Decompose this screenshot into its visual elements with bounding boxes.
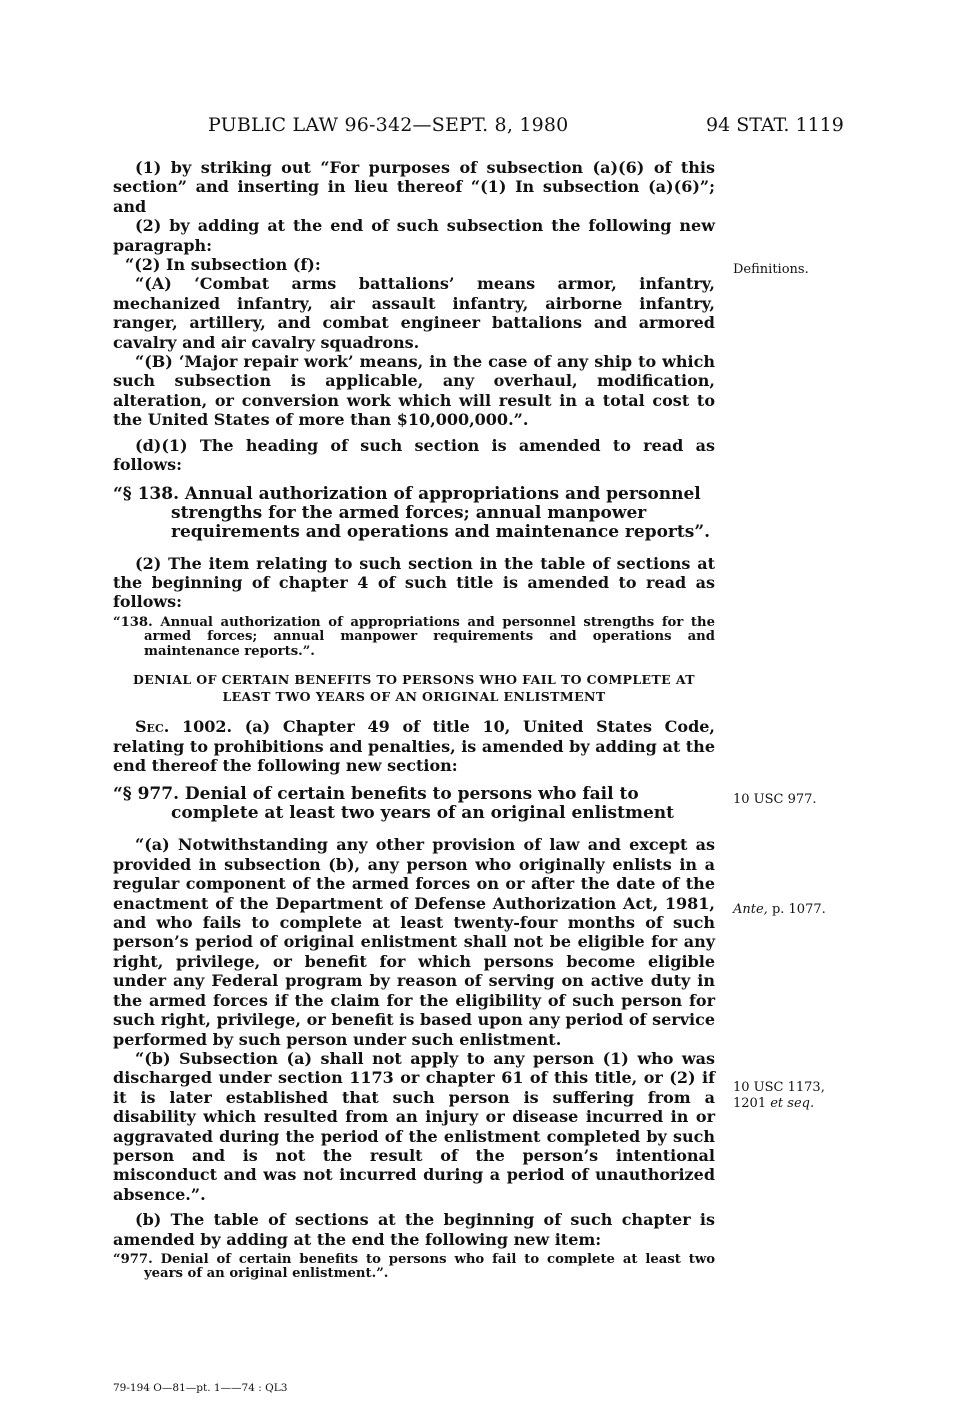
section-977-heading: “§ 977. Denial of certain benefits to persons who fail to complete at least two years of an original enlistment xyxy=(113,784,674,824)
definition-b: “(B) ‘Major repair work’ means, in the case of any ship to which such subsection is applicable, any overhaul, modification, alteration, or conversion work which will result in a total cost to the United States of more than $10,000,000.”. xyxy=(113,352,715,430)
margin-note-10-usc-1173 xyxy=(733,1080,825,1112)
margin-note-ante xyxy=(733,902,826,918)
paragraph-d1: (d)(1) The heading of such section is amended to read as follows: xyxy=(113,435,715,475)
subsection-b: “(b) Subsection (a) shall not apply to any person (1) who was discharged under section 1173 or chapter 61 of this title, or (2) if it is later established that such person is suffering from a disability which resulted from an injury or disease incurred in or aggravated during the period of the enlistment completed by such person and is not the result of the person’s intentional misconduct and was not incurred during a period of unauthorized absence.”. xyxy=(113,1048,715,1204)
section-1002-paragraph xyxy=(113,717,715,775)
running-header-left: PUBLIC LAW 96-342—SEPT. 8, 1980 xyxy=(208,114,569,136)
running-header-right: 94 STAT. 1119 xyxy=(706,114,844,136)
usc-1201-line xyxy=(733,1096,825,1112)
ante-page: p. 1077. xyxy=(767,902,826,917)
definition-a: “(A) ‘Combat arms battalions’ means armor, infantry, mechanized infantry, air assault infantry, airborne infantry, ranger, artillery, and combat engineer battalions and armored cavalry and air cavalry squadrons. xyxy=(113,274,715,352)
section-138-heading: “§ 138. Annual authorization of appropriations and personnel strengths for the armed forces; annual manpower requirements and operations and maintenance reports”. xyxy=(113,483,711,542)
body-text xyxy=(113,158,715,1294)
sec-label: Sec. xyxy=(135,717,170,737)
usc-1173-line: 10 USC 1173, xyxy=(733,1080,825,1095)
usc-1201: 1201 xyxy=(733,1096,767,1111)
section-caption: DENIAL OF CERTAIN BENEFITS TO PERSONS WHO FAIL TO COMPLETE AT LEAST TWO YEARS OF AN ORIGINAL ENLISTMENT xyxy=(133,672,695,705)
margin-note-definitions: Definitions. xyxy=(733,262,809,277)
paragraph-1: (1) by striking out “For purposes of subsection (a)(6) of this section” and inserting in lieu thereof “(1) In subsection (a)(6)”; and xyxy=(113,158,715,216)
paragraph-d2: (2) The item relating to such section in the table of sections at the beginning of chapter 4 of such title is amended to read as follows: xyxy=(113,553,715,612)
paragraph-2: (2) by adding at the end of such subsection the following new paragraph: xyxy=(113,216,715,255)
subsection-a: “(a) Notwithstanding any other provision of law and except as provided in subsection (b), any person who originally enlists in a regular component of the armed forces on or after the date of the enactment of the Department of Defense Authorization Act, 1981, and who fails to complete at least twenty-four months of such person’s period of original enlistment shall not be eligible for any right, privilege, or benefit for which persons become eligible under any Federal program by reason of serving on active duty in the armed forces if the claim for the eligibility of such person for such right, privilege, or benefit is based upon any period of service performed by such person under such enlistment. xyxy=(113,835,715,1049)
margin-note-10-usc-977: 10 USC 977. xyxy=(733,792,817,807)
section-1002-text: 1002. (a) Chapter 49 of title 10, United States Code, relating to prohibitions and penalties, is amended by adding at the end thereof the following new section: xyxy=(113,717,716,776)
ante-italic: Ante, xyxy=(733,902,768,917)
toc-item-138: “138. Annual authorization of appropriations and personnel strengths for the armed forces; annual manpower requirements and operations and maintenance reports.”. xyxy=(113,614,715,659)
toc-item-977: “977. Denial of certain benefits to persons who fail to complete at least two years of an original enlistment.”. xyxy=(113,1251,715,1282)
paragraph-table-b: (b) The table of sections at the beginning of such chapter is amended by adding at the end the following new item: xyxy=(113,1210,715,1249)
print-footer: 79-194 O—81—pt. 1——74 : QL3 xyxy=(113,1382,288,1394)
et-seq: et seq. xyxy=(766,1096,815,1111)
paragraph-3: “(2) In subsection (f): xyxy=(125,255,321,275)
